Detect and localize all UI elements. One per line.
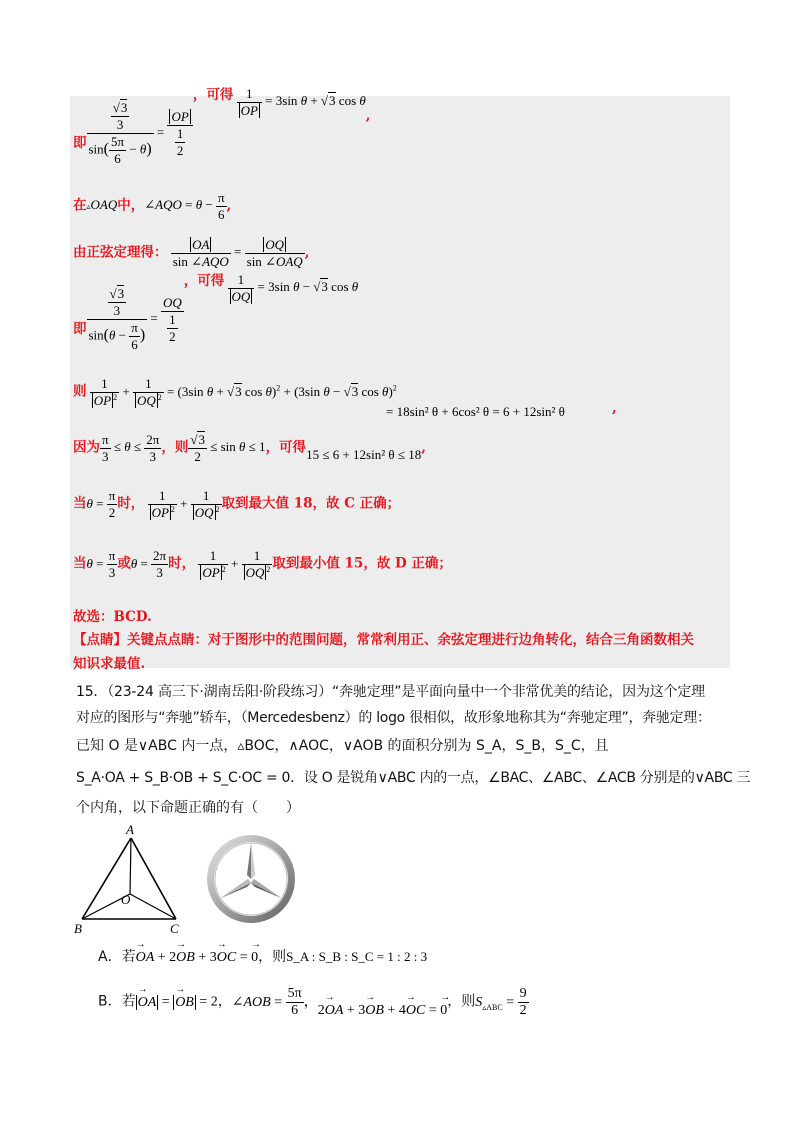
sol-line-5: 则 $\frac{1}{OP ^2}$ + $\frac{1}{OQ ^2}$ = (3sin θ + √3 cos θ)$^2$ + (3sin θ − √3 cos θ)$^2$: [73, 376, 397, 409]
sol-line-2: 在▵OAQ中，∠AQO = θ − $\frac{\pi}{6}$ ,: [73, 190, 232, 222]
sol-line-1: 即 $\frac{√3}{3}$ sin( $\frac{5\pi}{6}$ − θ) = $\frac{OP}{\frac{1}{2}}$ ，可得 $\frac{1}{OP}$ = 3sin θ + √3 cos θ,: [73, 86, 371, 166]
label-O: O: [121, 892, 131, 907]
sol-line-4: 即 $\frac{√3}{3}$ sin(θ − $\frac{\pi}{6}$ ) = $\frac{OQ}{\frac{1}{2}}$ ，可得 $\frac{1}{OQ}$ = 3sin θ − √3 cos θ: [73, 272, 359, 352]
sol-line-9: 故选：BCD.: [73, 609, 152, 625]
sol-line-3: 由正弦定理得： OA sin ∠AQO = OQ sin ∠OAQ ,: [73, 237, 310, 269]
question-line-2: 对应的图形与“奔驰”轿车，（Mercedesbenz）的 logo 很相似，故形象地称其为“奔驰定理”，奔驰定理：: [76, 710, 711, 726]
question-line-5: 个内角，以下命题正确的有（ ）: [76, 800, 300, 816]
label-A: A: [126, 822, 134, 837]
option-a: A．若→ OA + 2→ OB + 3→ OC = → 0，则S_A : S_B : S_C = 1 : 2 : 3: [98, 946, 427, 966]
question-line-1: 15．（23-24 高三下·湖南岳阳·阶段练习）“奔驰定理”是平面向量中一个非常优美的结论，因为这个定理: [76, 684, 705, 700]
question-line-3: 已知 O 是∨ABC 内一点，▵BOC，∧AOC，∨AOB 的面积分别为 S_A，S_B，S_C，且: [76, 738, 609, 754]
label-B: B: [74, 921, 82, 936]
option-b: B．若→ OA = → OB = 2，∠AOB = $\frac{5\pi}{6}$ ，2→ OA + 3→ OB + 4→ OC = → 0，则$S_{▵ABC}$ = $\frac{9}{2}$: [98, 986, 529, 1019]
sol-line-5b: = 18sin² θ + 6cos² θ = 6 + 12sin² θ: [386, 404, 565, 419]
triangle-figure: [72, 820, 192, 936]
question-line-4: S_A·OA + S_B·OB + S_C·OC = 0．设 O 是锐角∨ABC 内的一点，∠BAC、∠ABC、∠ACB 分别是的∨ABC 三: [76, 770, 751, 786]
sol-line-6: 因为 $\frac{\pi}{3}$ ≤ θ ≤ $\frac{2\pi}{3}$ ，则 $\frac{√3}{2}$ ≤ sin θ ≤ 1，可得15 ≤ 6 + 12sin² θ ≤ 18,: [73, 432, 426, 464]
sol-line-8: 当θ = $\frac{\pi}{3}$ 或θ = $\frac{2\pi}{3}$ 时， $\frac{1}{OP ^2}$ + $\frac{1}{OQ ^2}$ 取到最小值 15，故 D 正确；: [73, 548, 452, 581]
label-C: C: [170, 921, 179, 936]
mercedes-logo-image: [204, 832, 298, 926]
sol-line-10: 【点睛】关键点点睛：对于图形中的范围问题，常常利用正、余弦定理进行边角转化，结合三角函数相关: [73, 632, 694, 648]
sol-line-11: 知识求最值.: [73, 656, 146, 672]
sol-line-7: 当θ = $\frac{\pi}{2}$ 时， $\frac{1}{OP ^2}$ + $\frac{1}{OQ ^2}$ 取到最大值 18，故 C 正确；: [73, 488, 401, 521]
